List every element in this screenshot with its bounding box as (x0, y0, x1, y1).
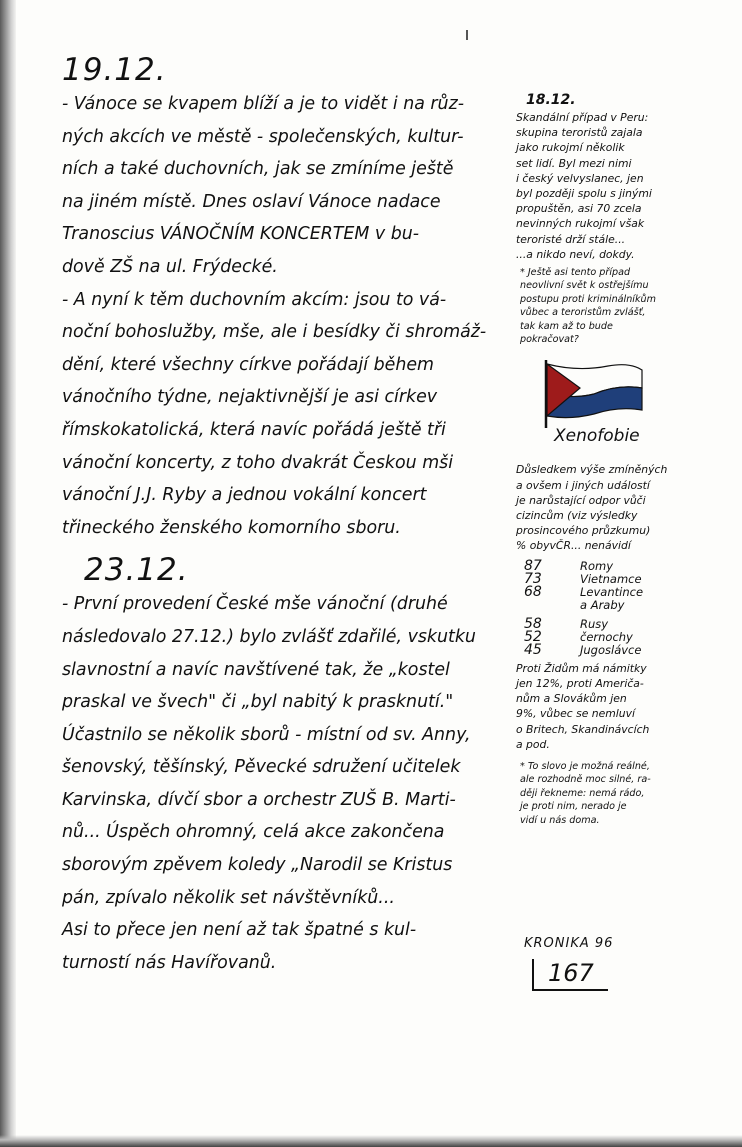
text-line: vánoční J.J. Ryby a jednou vokální koncert (62, 485, 427, 506)
survey-group: Jugoslávce (580, 642, 642, 657)
page-bottom-shadow (0, 1135, 742, 1147)
survey-group: Romy (580, 558, 614, 573)
survey-percent (524, 599, 580, 612)
text-line: Skandální případ v Peru: (516, 111, 649, 124)
text-line: pán, zpívalo několik set návštěvníků... (62, 887, 395, 908)
entry-date-19-12: 19.12. (62, 52, 167, 88)
paragraph-spiritual-events (62, 284, 507, 545)
xenophobia-text (516, 462, 730, 553)
text-line: ných akcích ve městě - společenských, kultur- (62, 126, 464, 147)
text-line: propuštěn, asi 70 zcela (516, 202, 642, 216)
text-line: Tranoscius VÁNOČNÍM KONCERTEM v bu- (62, 224, 420, 245)
survey-row (524, 583, 730, 600)
text-line: Proti Židům má námitky (516, 661, 647, 675)
text-line: dění, které všechny církve pořádají během (62, 354, 434, 375)
text-line: jako rukojmí několik (516, 141, 625, 155)
text-line: turností nás Havířovanů. (62, 952, 277, 973)
kronika-label: KRONIKA 96 (524, 936, 614, 951)
survey-group: Rusy (580, 616, 609, 631)
text-line: na jiném místě. Dnes oslaví Vánoce nadace (62, 191, 441, 212)
text-line: tak kam až to bude (520, 320, 613, 332)
text-line: vánočního týdne, nejaktivnější je asi církev (62, 387, 438, 408)
text-line: nů... Úspěch ohromný, celá akce zakončena (62, 822, 445, 843)
text-line: * Ještě asi tento případ (520, 267, 631, 279)
text-line: prosincového průzkumu) (516, 524, 651, 538)
text-line: ději řekneme: nemá rádo, (520, 787, 645, 799)
survey-row (524, 641, 730, 658)
survey-group: Levantince (580, 584, 644, 599)
text-line: i český velvyslanec, jen (516, 171, 644, 185)
text-line: dově ZŠ na ul. Frýdecké. (62, 256, 278, 277)
side-column (516, 92, 730, 827)
survey-row (524, 599, 730, 612)
text-line: skupina teroristů zajala (516, 126, 643, 140)
text-line: 9%, vůbec se nemluví (516, 707, 636, 721)
text-line: vidí u nás doma. (520, 814, 600, 826)
survey-group: Vietnamce (580, 571, 642, 586)
page-footer (524, 936, 613, 991)
text-line: neovlivní svět k ostřejšímu (520, 280, 649, 292)
text-line: Karvinska, dívčí sbor a orchestr ZUŠ B. Marti- (62, 789, 456, 810)
survey-results (524, 557, 730, 658)
text-line: - Vánoce se kvapem blíží a je to vidět i na růz- (62, 94, 464, 114)
text-line: třineckého ženského komorního sboru. (62, 517, 401, 538)
text-line: vánoční koncerty, z toho dvakrát Českou mši (62, 452, 454, 473)
text-line: je proti nim, nerado je (520, 801, 627, 813)
survey-percent: 87 (524, 557, 542, 574)
main-column (62, 52, 507, 979)
text-line: postupu proti kriminálníkům (520, 293, 656, 305)
survey-percent: 58 (524, 615, 542, 632)
text-line: nevinných rukojmí však (516, 217, 645, 231)
text-line: noční bohoslužby, mše, ale i besídky či shromáž- (62, 322, 487, 343)
text-line: - První provedení České mše vánoční (druhé (62, 594, 448, 615)
text-line: set lidí. Byl mezi nimi (516, 156, 632, 170)
text-line: sborovým zpěvem koledy „Narodil se Kristus (62, 855, 453, 876)
survey-row (524, 615, 730, 632)
after-survey-text (516, 661, 730, 752)
survey-percent: 68 (524, 583, 542, 600)
text-line: ...a nikdo neví, dokdy. (516, 247, 635, 261)
paragraph-mass-premiere (62, 588, 507, 979)
text-line: následovalo 27.12.) bylo zvlášť zdařilé, vskutku (62, 626, 476, 647)
xenofobie-heading: Xenofobie (554, 426, 640, 447)
text-line: a pod. (516, 737, 550, 751)
entry-date-23-12: 23.12. (84, 552, 189, 589)
text-line: Asi to přece jen není až tak špatné s kul- (62, 920, 417, 941)
book-gutter-shadow (0, 0, 16, 1147)
side-date-18-12: 18.12. (526, 92, 576, 108)
text-line: a ovšem i jiných událostí (516, 478, 650, 492)
survey-row (524, 570, 730, 587)
text-line: šenovský, těšínský, Pěvecké sdružení učitelek (62, 757, 461, 778)
xenophobia-footnote (520, 760, 730, 827)
peru-footnote (520, 266, 730, 346)
text-line: jen 12%, proti Američa- (516, 676, 644, 690)
survey-group: černochy (580, 629, 633, 644)
text-line: % obyvČR... nenávidí (516, 539, 631, 553)
text-line: slavnostní a navíc navštívené tak, že „kostel (62, 659, 450, 680)
survey-percent: 73 (524, 570, 542, 587)
text-line: ních a také duchovních, jak se zmíníme ještě (62, 159, 454, 180)
text-line: Účastnilo se několik sborů - místní od sv. Anny, (62, 724, 471, 745)
survey-row (524, 628, 730, 645)
text-line: - A nyní k těm duchovním akcím: jsou to vá- (62, 289, 447, 310)
text-line: je narůstající odpor vůči (516, 493, 646, 507)
flag-illustration (516, 358, 730, 458)
survey-row (524, 557, 730, 574)
text-line: praskal ve švech" či „byl nabitý k prasknutí." (62, 692, 454, 713)
top-mark (466, 30, 468, 40)
survey-group: a Araby (580, 597, 625, 612)
text-line: Důsledkem výše zmíněných (516, 463, 668, 477)
text-line: ale rozhodně moc silné, ra- (520, 774, 651, 786)
text-line: teroristé drží stále... (516, 232, 626, 246)
text-line: o Britech, Skandinávcích (516, 722, 650, 736)
text-line: nům a Slovákům jen (516, 692, 627, 706)
survey-percent: 52 (524, 628, 542, 645)
text-line: římskokatolická, která navíc pořádá ještě tři (62, 419, 446, 440)
peru-hostage-text (516, 110, 730, 262)
czech-flag-icon (538, 358, 648, 428)
text-line: * To slovo je možná reálné, (520, 760, 650, 772)
page-number: 167 (532, 959, 608, 991)
text-line: cizincům (viz výsledky (516, 509, 638, 523)
survey-percent: 45 (524, 641, 542, 658)
paragraph-christmas-events (62, 88, 507, 284)
text-line: byl později spolu s jinými (516, 187, 652, 201)
text-line: pokračovat? (520, 334, 579, 346)
text-line: vůbec a teroristům zvlášť, (520, 307, 646, 319)
